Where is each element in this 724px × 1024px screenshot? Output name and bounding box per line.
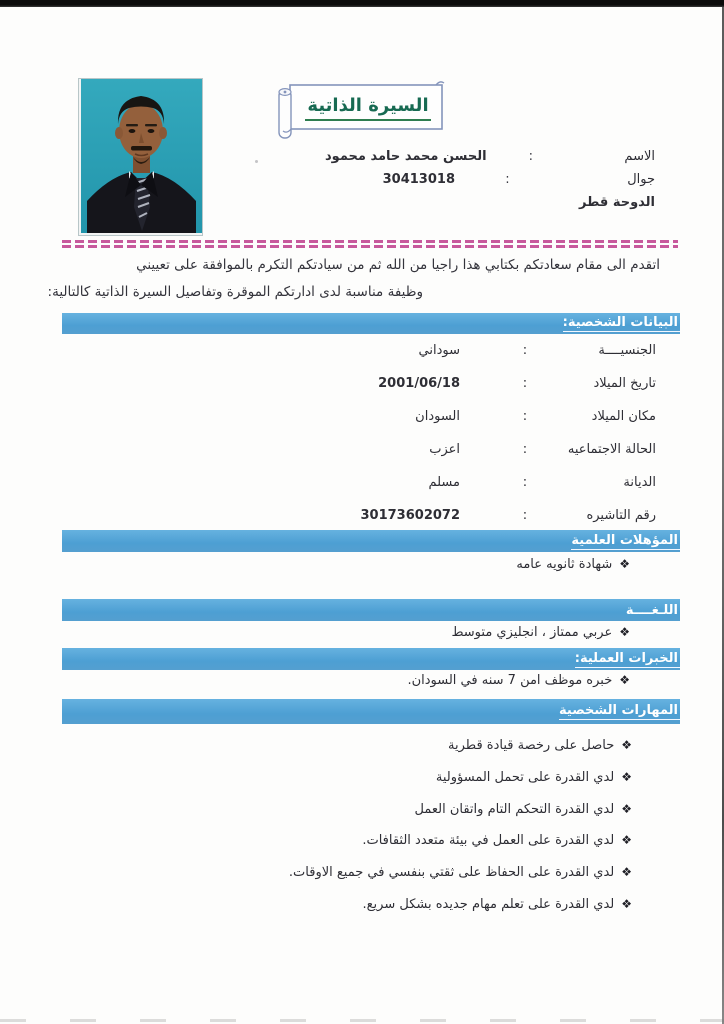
field-label: الحالة الاجتماعيه <box>567 442 656 457</box>
field-row-nationality <box>56 338 656 371</box>
applicant-photo <box>78 78 203 236</box>
portrait-illustration <box>81 79 202 233</box>
item-text: لدي القدرة على تعلم مهام جديده بشكل سريع. <box>362 896 615 912</box>
diamond-bullet-icon: ❖ <box>619 673 630 687</box>
mobile-label: جوال <box>627 172 655 187</box>
skill-item <box>289 733 632 765</box>
diamond-bullet-icon: ❖ <box>619 625 630 639</box>
field-value: اعزب <box>429 442 460 457</box>
section-header-personal-data <box>62 313 680 334</box>
section-header-experience <box>62 648 680 670</box>
field-label: مكان الميلاد <box>591 409 656 424</box>
diamond-bullet-icon: ❖ <box>621 769 632 784</box>
field-label: الديانة <box>623 475 656 490</box>
colon: : <box>528 149 534 164</box>
diamond-bullet-icon: ❖ <box>619 557 630 571</box>
colon: : <box>522 409 528 424</box>
skill-item <box>289 892 632 924</box>
item-text: لدي القدرة على الحفاظ على ثقتي بنفسي في جميع الاوقات. <box>288 865 615 881</box>
page-title <box>298 88 438 128</box>
field-value: السودان <box>415 409 460 424</box>
intro-line-2: وظيفة مناسبة لدى ادارتكم الموقرة وتفاصيل السيرة الذاتية كالتالية: <box>47 284 423 300</box>
colon: : <box>522 376 528 391</box>
contact-block <box>325 146 655 215</box>
item-text: خبره موظف امن 7 سنه في السودان. <box>407 673 613 688</box>
item-text: عربي ممتاز ، انجليزي متوسط <box>451 625 613 640</box>
field-value: 2001/06/18 <box>378 376 460 391</box>
field-row-birthplace <box>56 404 656 437</box>
field-value: سوداني <box>418 343 460 358</box>
skills-list <box>289 733 632 924</box>
item-text: لدي القدرة على تحمل المسؤولية <box>435 769 615 785</box>
skill-item <box>289 860 632 892</box>
field-row-birthdate <box>56 371 656 404</box>
field-value: مسلم <box>428 475 460 490</box>
colon: : <box>522 475 528 490</box>
diamond-bullet-icon: ❖ <box>621 738 632 752</box>
skill-item <box>289 828 632 860</box>
section-title: المؤهلات العلمية <box>571 532 678 548</box>
personal-data-fields <box>56 338 656 536</box>
field-label: تاريخ الميلاد <box>593 376 656 391</box>
diamond-bullet-icon: ❖ <box>621 801 632 816</box>
item-text: لدي القدرة التحكم التام واتقان العمل <box>414 801 615 817</box>
title-banner <box>276 80 448 144</box>
scan-speck <box>255 160 258 163</box>
diamond-bullet-icon: ❖ <box>621 865 632 880</box>
section-header-skills <box>62 699 680 724</box>
name-label: الاسم <box>624 149 655 164</box>
city-value: الدوحة قطر <box>579 195 655 210</box>
language-item <box>451 625 630 640</box>
section-title: البيانات الشخصية: <box>562 315 678 330</box>
section-header-language <box>62 599 680 621</box>
section-title: الخبرات العملية: <box>574 650 678 666</box>
experience-item <box>407 673 630 688</box>
name-value: الحسن محمد حامد محمود <box>325 149 487 164</box>
scan-artifact-top-strip <box>0 0 724 7</box>
skill-item <box>289 797 632 829</box>
contact-row-city <box>325 192 655 215</box>
contact-row-mobile <box>325 169 655 192</box>
section-title: اللـغــــة <box>625 602 678 618</box>
item-text: لدي القدرة على العمل في بيئة متعدد الثقافات. <box>362 833 615 849</box>
dashed-separator <box>62 240 678 249</box>
qualification-item <box>516 557 630 572</box>
colon: : <box>522 442 528 457</box>
item-text: حاصل على رخصة قيادة قطرية <box>448 738 615 753</box>
skill-item <box>289 765 632 797</box>
mobile-value: 30413018 <box>382 172 455 187</box>
field-label: رقم التاشيره <box>586 508 656 523</box>
field-row-marital-status <box>56 437 656 470</box>
colon: : <box>522 508 528 523</box>
section-header-qualifications <box>62 530 680 552</box>
page-title-text: السيرة الذاتية <box>305 95 430 121</box>
field-row-religion <box>56 470 656 503</box>
intro-line-1: اتقدم الى مقام سعادتكم بكتابي هذا راجيا من الله ثم من سيادتكم التكرم بالموافقة على تعييني <box>136 257 660 273</box>
contact-row-name <box>325 146 655 169</box>
scan-artifact-bottom-noise <box>0 1019 724 1022</box>
field-value: 30173602072 <box>360 508 460 523</box>
item-text: شهادة ثانويه عامه <box>516 557 613 572</box>
colon: : <box>505 172 510 187</box>
diamond-bullet-icon: ❖ <box>621 833 632 848</box>
section-title: المهارات الشخصية <box>559 703 678 718</box>
field-label: الجنسيــــة <box>598 343 656 358</box>
diamond-bullet-icon: ❖ <box>621 896 632 911</box>
colon: : <box>522 343 528 358</box>
